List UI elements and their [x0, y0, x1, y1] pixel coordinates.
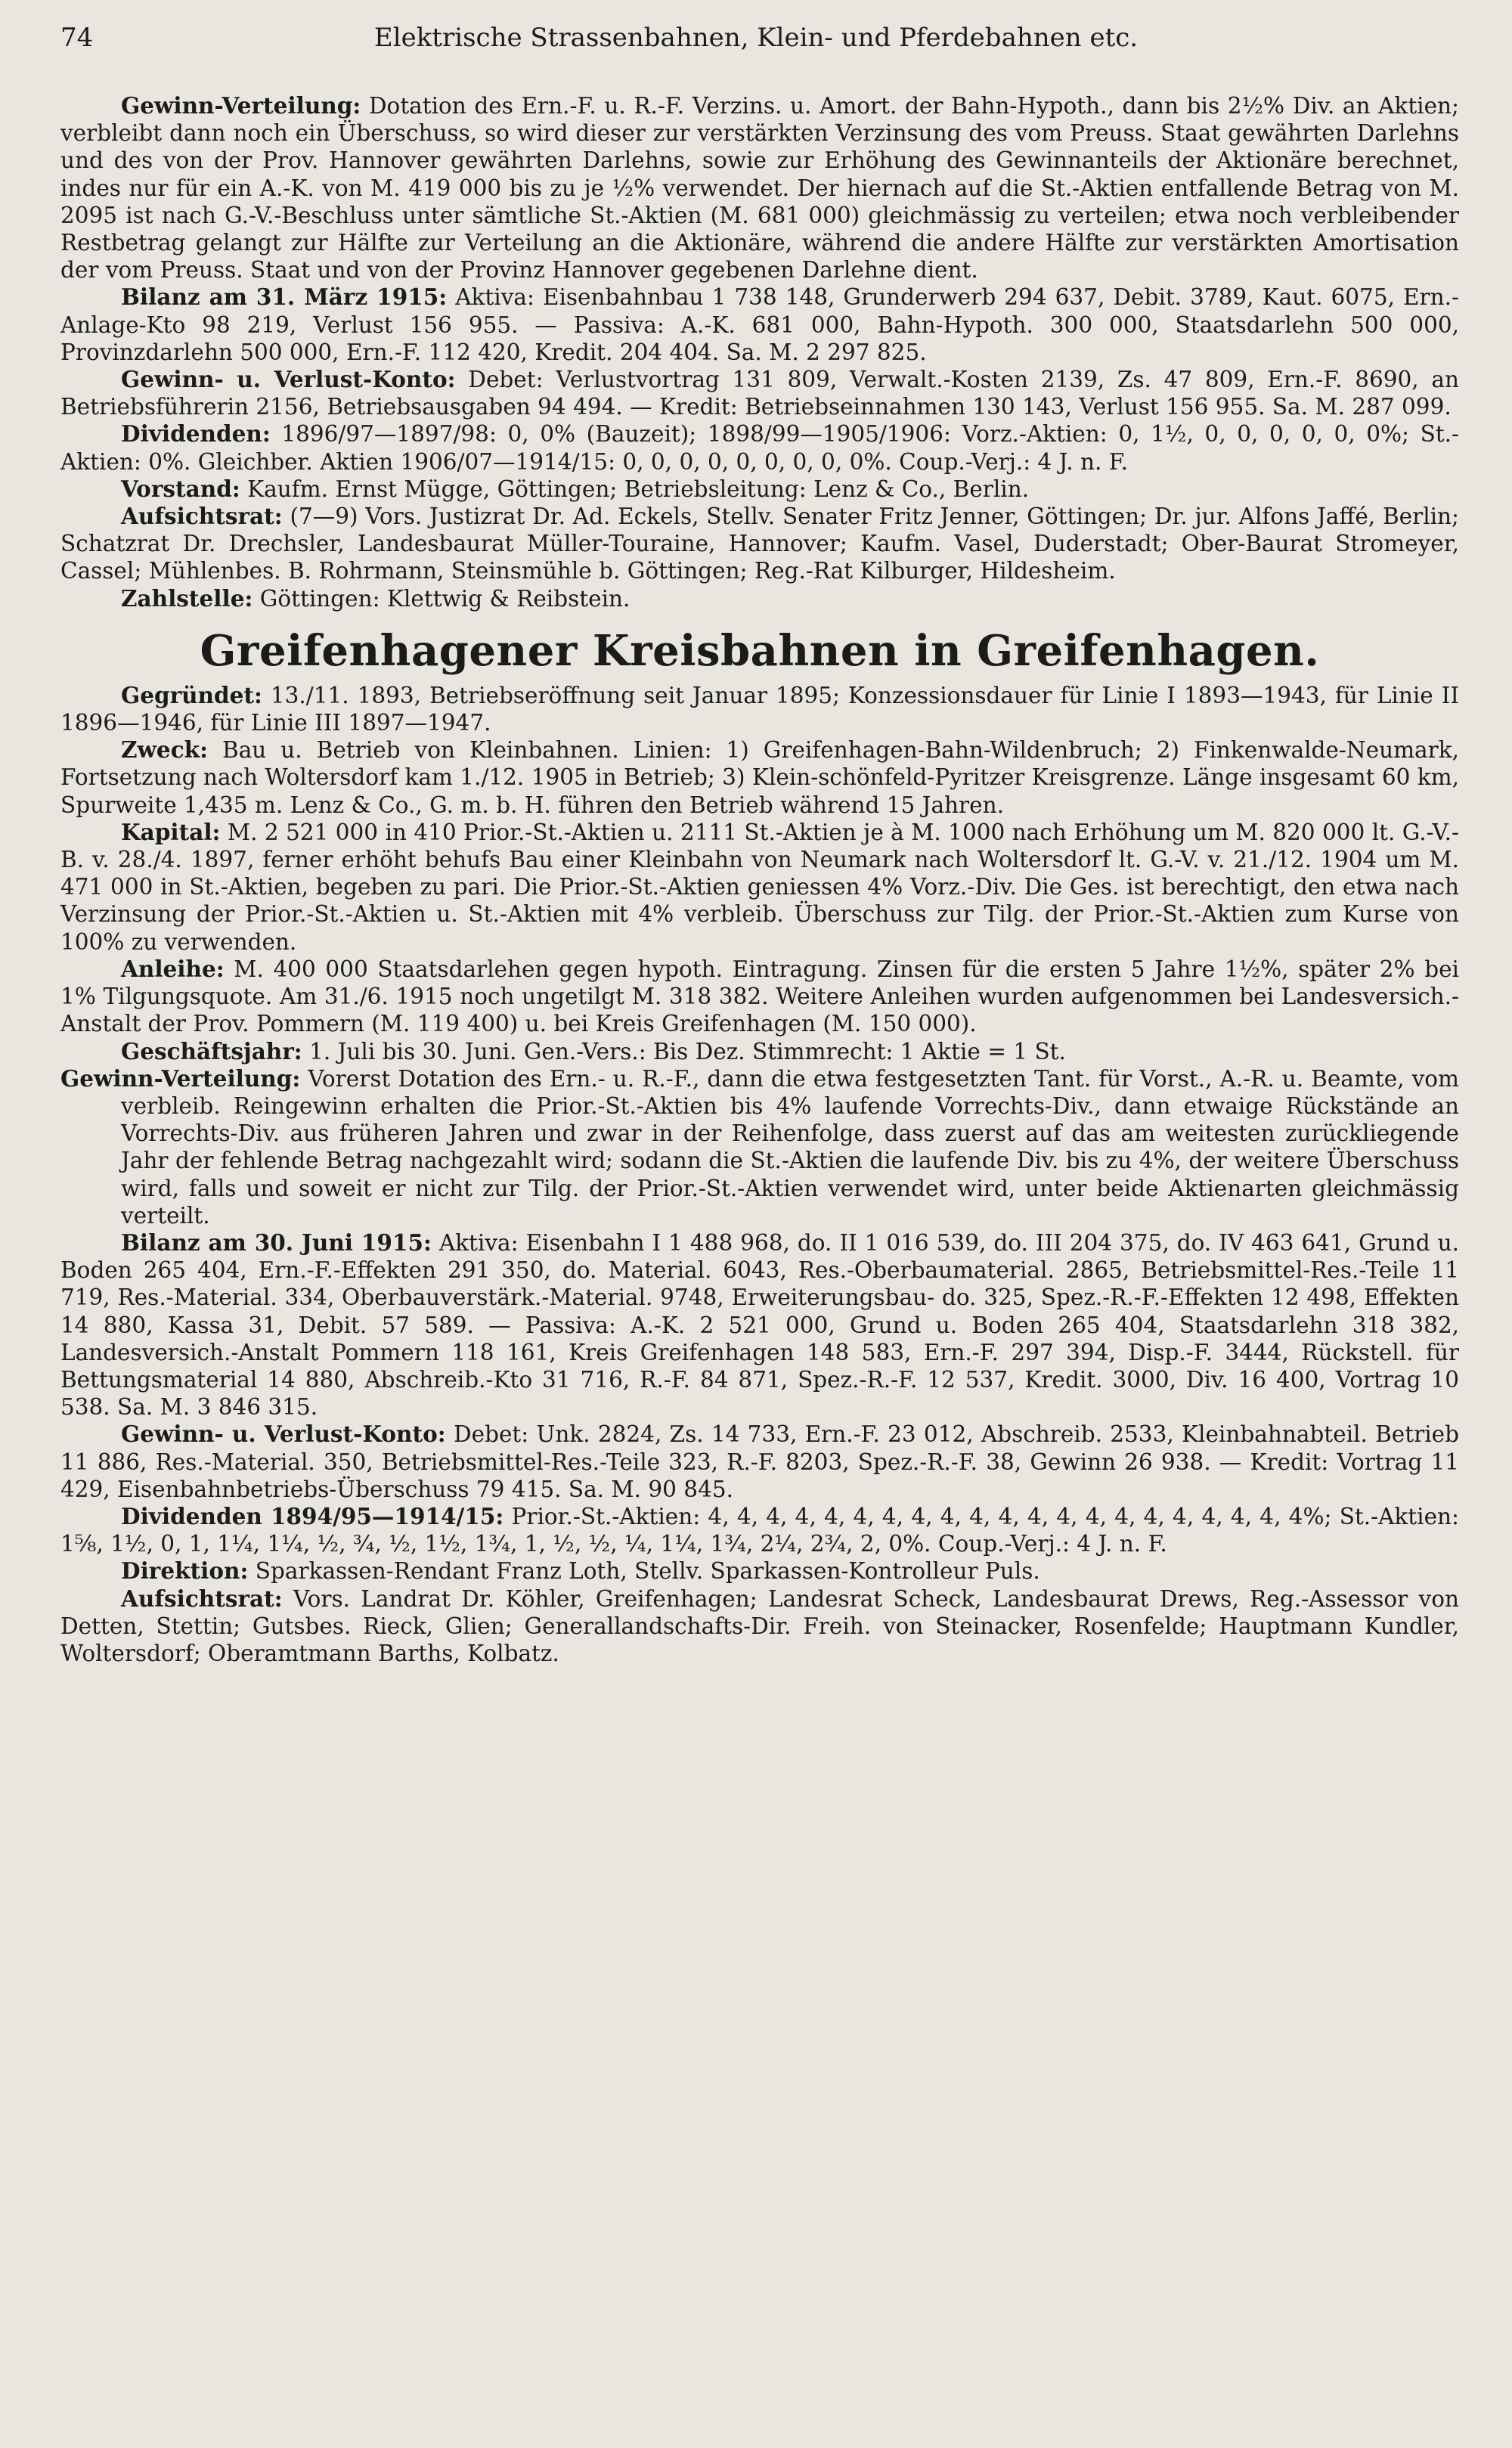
entry-label: Vorstand:	[121, 475, 240, 502]
entry-text: Vorerst Dotation des Ern.- u. R.-F., dann die etwa festgesetzten Tant. für Vorst., A.-R. u. Beamte, vom verbleib. Reingewinn erhalten die Prior.-St.-Aktien bis 4% laufende Vorrechts-Div., dann etwaige Rückstände an Vorrechts-Div. aus früheren Jahren und zwar in der Reihenfolge, dass zuerst auf das am weitesten zurückliegende Jahr der fehlende Betrag nachgezahlt wird; sodann die St.-Aktien die laufende Div. bis zu 4%, der weitere Überschuss wird, falls und soweit er nicht zur Tilg. der Prior.-St.-Aktien verwendet wird, unter beide Aktienarten gleichmässig verteilt.	[121, 1065, 1459, 1229]
entry-paragraph	[60, 420, 1459, 475]
entry-label: Zahlstelle:	[121, 584, 253, 612]
entry-text: Vors. Landrat Dr. Köhler, Greifenhagen; Landesrat Scheck, Landesbaurat Drews, Reg.-Assessor von Detten, Stettin; Gutsbes. Rieck, Glien; Generallandschafts-Dir. Freih. von Steinacker, Rosenfelde; Hauptmann Kundler, Woltersdorf; Oberamtmann Barths, Kolbatz.	[60, 1585, 1459, 1666]
entry-text: Aktiva: Eisenbahn I 1 488 968, do. II 1 016 539, do. III 204 375, do. IV 463 641, Grund u. Boden 265 404, Ern.-F.-Effekten 291 350, do. Material. 6043, Res.-Oberbaumaterial. 2865, Betriebsmittel-Res.-Teile 11 719, Res.-Material. 334, Oberbauverstärk.-Material. 9748, Erweiterungsbau- do. 325, Spez.-R.-F.-Effekten 12 498, Effekten 14 880, Kassa 31, Debit. 57 589. — Passiva: A.-K. 2 521 000, Grund u. Boden 265 404, Staatsdarlehn 318 382, Landesversich.-Anstalt Pommern 118 161, Kreis Greifenhagen 148 583, Ern.-F. 297 394, Disp.-F. 3444, Rückstell. für Bettungsmaterial 14 880, Abschreib.-Kto 31 716, R.-F. 84 871, Spez.-R.-F. 12 537, Kredit. 3000, Div. 16 400, Vortrag 10 538. Sa. M. 3 846 315.	[60, 1229, 1459, 1421]
page-number: 74	[60, 23, 94, 53]
page-header	[60, 21, 1459, 54]
entry-label: Aufsichtsrat:	[121, 1585, 283, 1612]
entry-label: Bilanz am 31. März 1915:	[121, 284, 448, 311]
entry-paragraph	[60, 1065, 1459, 1229]
entry-text: Kaufm. Ernst Mügge, Göttingen; Betriebsleitung: Lenz & Co., Berlin.	[247, 476, 1030, 502]
previous-company-entry	[60, 92, 1459, 612]
entry-paragraph	[60, 1585, 1459, 1668]
entry-paragraph	[60, 476, 1459, 503]
entry-label: Gewinn- u. Verlust-Konto:	[121, 1421, 446, 1448]
entry-paragraph	[60, 585, 1459, 612]
entry-paragraph	[60, 284, 1459, 366]
entry-label: Gegründet:	[121, 681, 262, 708]
entry-text: Göttingen: Klettwig & Reibstein.	[259, 585, 631, 612]
entry-text: Aktiva: Eisenbahnbau 1 738 148, Grunderwerb 294 637, Debit. 3789, Kaut. 6075, Ern.-Anlage-Kto 98 219, Verlust 156 955. — Passiva: A.-K. 681 000, Bahn-Hypoth. 300 000, Staatsdarlehn 500 000, Provinzdarlehn 500 000, Ern.-F. 112 420, Kredit. 204 404. Sa. M. 2 297 825.	[60, 284, 1460, 365]
entry-text: M. 2 521 000 in 410 Prior.-St.-Aktien u. 2111 St.-Aktien je à M. 1000 nach Erhöhung um M. 820 000 lt. G.-V.-B. v. 28./4. 1897, ferner erhöht behufs Bau einer Kleinbahn von Neumark nach Woltersdorf lt. G.-V. v. 21./12. 1904 um M. 471 000 in St.-Aktien, begeben zu pari. Die Prior.-St.-Aktien geniessen 4% Vorz.-Div. Die Ges. ist berechtigt, den etwa nach Verzinsung der Prior.-St.-Aktien u. St.-Aktien mit 4% verbleib. Überschuss zur Tilg. der Prior.-St.-Aktien zum Kurse von 100% zu verwenden.	[60, 819, 1459, 955]
company-entry	[60, 682, 1459, 1667]
entry-label: Bilanz am 30. Juni 1915:	[121, 1229, 432, 1256]
entry-label: Gewinn-Verteilung:	[121, 92, 361, 119]
entry-text: Debet: Unk. 2824, Zs. 14 733, Ern.-F. 23 012, Abschreib. 2533, Kleinbahnabteil. Betrieb 11 886, Res.-Material. 350, Betriebsmittel-Res.-Teile 323, R.-F. 8203, Spez.-R.-F. 38, Gewinn 26 938. — Kredit: Vortrag 11 429, Eisenbahnbetriebs-Überschuss 79 415. Sa. M. 90 845.	[60, 1421, 1459, 1502]
entry-text: Sparkassen-Rendant Franz Loth, Stellv. Sparkassen-Kontrolleur Puls.	[255, 1558, 1040, 1585]
entry-label: Dividenden:	[121, 420, 271, 448]
entry-paragraph	[60, 1557, 1459, 1585]
entry-paragraph	[60, 736, 1459, 819]
entry-paragraph	[60, 819, 1459, 956]
entry-label: Anleihe:	[121, 955, 225, 982]
entry-paragraph	[60, 503, 1459, 585]
entry-paragraph	[60, 1038, 1459, 1065]
entry-text: Prior.-St.-Aktien: 4, 4, 4, 4, 4, 4, 4, 4, 4, 4, 4, 4, 4, 4, 4, 4, 4, 4, 4, 4, 4%; St.-Aktien: 1⅝, 1½, 0, 1, 1¼, 1¼, ½, ¾, ½, 1½, 1¾, 1, ½, ½, ¼, 1¼, 1¾, 2¼, 2¾, 2, 0%. Coup.-Verj.: 4 J. n. F.	[60, 1503, 1459, 1557]
entry-text: (7—9) Vors. Justizrat Dr. Ad. Eckels, Stellv. Senater Fritz Jenner, Göttingen; Dr. jur. Alfons Jaffé, Berlin; Schatzrat Dr. Drechsler, Landesbaurat Müller-Touraine, Hannover; Kaufm. Vasel, Duderstadt; Ober-Baurat Stromeyer, Cassel; Mühlenbes. B. Rohrmann, Steinsmühle b. Göttingen; Reg.-Rat Kilburger, Hildesheim.	[60, 504, 1459, 584]
entry-label: Direktion:	[121, 1557, 249, 1585]
entry-text: 1896/97—1897/98: 0, 0% (Bauzeit); 1898/99—1905/1906: Vorz.-Aktien: 0, 1½, 0, 0, 0, 0, 0, 0%; St.-Aktien: 0%. Gleichber. Aktien 1906/07—1914/15: 0, 0, 0, 0, 0, 0, 0, 0, 0%. Coup.-Verj.: 4 J. n. F.	[60, 421, 1459, 475]
entry-label: Aufsichtsrat:	[121, 503, 283, 530]
entry-text: Debet: Verlustvortrag 131 809, Verwalt.-Kosten 2139, Zs. 47 809, Ern.-F. 8690, an Betriebsführerin 2156, Betriebsausgaben 94 494. — Kredit: Betriebseinnahmen 130 143, Verlust 156 955. Sa. M. 287 099.	[60, 367, 1459, 420]
running-title: Elektrische Strassenbahnen, Klein- und Pferdebahnen etc.	[373, 23, 1139, 53]
entry-paragraph	[60, 1503, 1459, 1557]
entry-label: Geschäftsjahr:	[121, 1037, 302, 1064]
entry-label: Gewinn- u. Verlust-Konto:	[121, 366, 456, 393]
entry-paragraph	[60, 682, 1459, 736]
entry-paragraph	[60, 92, 1459, 284]
entry-text: 1. Juli bis 30. Juni. Gen.-Vers.: Bis Dez. Stimmrecht: 1 Aktie = 1 St.	[309, 1038, 1066, 1064]
entry-paragraph	[60, 1229, 1459, 1421]
entry-label: Zweck:	[121, 736, 208, 764]
section-title: Greifenhagener Kreisbahnen in Greifenhagen.	[200, 625, 1320, 676]
entry-paragraph	[60, 366, 1459, 420]
entry-text: M. 400 000 Staatsdarlehen gegen hypoth. Eintragung. Zinsen für die ersten 5 Jahre 1½%, später 2% bei 1% Tilgungsquote. Am 31./6. 1915 noch ungetilgt M. 318 382. Weitere Anleihen wurden aufgenommen bei Landesversich.-Anstalt der Prov. Pommern (M. 119 400) u. bei Kreis Greifenhagen (M. 150 000).	[60, 956, 1459, 1037]
entry-paragraph	[60, 956, 1459, 1038]
entry-paragraph	[60, 1421, 1459, 1503]
entry-label: Dividenden 1894/95—1914/15:	[121, 1502, 504, 1529]
entry-text: Bau u. Betrieb von Kleinbahnen. Linien: 1) Greifenhagen-Bahn-Wildenbruch; 2) Finkenwalde-Neumark, Fortsetzung nach Woltersdorf kam 1./12. 1905 in Betrieb; 3) Klein-schönfeld-Pyritzer Kreisgrenze. Länge insgesamt 60 km, Spurweite 1,435 m. Lenz & Co., G. m. b. H. führen den Betrieb während 15 Jahren.	[60, 737, 1459, 818]
entry-text: 13./11. 1893, Betriebseröffnung seit Januar 1895; Konzessionsdauer für Linie I 1893—1943, für Linie II 1896—1946, für Linie III 1897—1947.	[60, 682, 1459, 736]
entry-label: Gewinn-Verteilung:	[60, 1064, 301, 1092]
entry-text: Dotation des Ern.-F. u. R.-F. Verzins. u. Amort. der Bahn-Hypoth., dann bis 2½% Div. an Aktien; verbleibt dann noch ein Überschuss, so wird dieser zur verstärkten Verzinsung des vom Preuss. Staat gewährten Darlehns und des von der Prov. Hannover gewährten Darlehns, sowie zur Erhöhung des Gewinnanteils der Aktionäre berechnet, indes nur für ein A.-K. von M. 419 000 bis zu je ½% verwendet. Der hiernach auf die St.-Aktien entfallende Betrag von M. 2095 ist nach G.-V.-Beschluss unter sämtliche St.-Aktien (M. 681 000) gleichmässig zu verteilen; etwa noch verbleibender Restbetrag gelangt zur Hälfte zur Verteilung an die Aktionäre, während die andere Hälfte zur verstärkten Amortisation der vom Preuss. Staat und von der Provinz Hannover gegebenen Darlehne dient.	[60, 93, 1459, 284]
entry-label: Kapital:	[121, 818, 221, 845]
